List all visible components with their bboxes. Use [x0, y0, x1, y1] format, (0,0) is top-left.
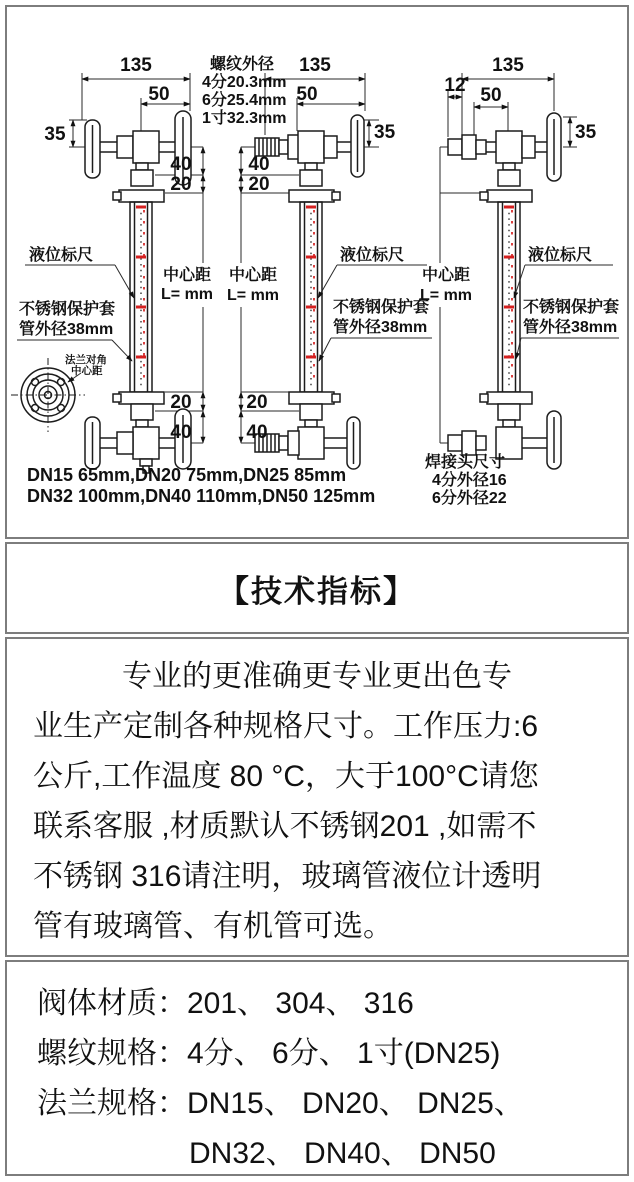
- label-center-value-g3: L= mm: [420, 287, 473, 304]
- dim-35-g1: 35: [44, 124, 66, 145]
- technical-drawing-panel: [5, 5, 629, 539]
- description-line: 公斤,工作温度 80 °C，大于100°C请您: [33, 760, 539, 793]
- description-line: 联系客服 ,材质默认不锈钢201 ,如需不: [33, 810, 537, 843]
- weld-note-s2: 6分外径22: [432, 490, 507, 507]
- description-line: 业生产定制各种规格尺寸。工作压力:6: [33, 710, 539, 743]
- label-flange-diag2: 中心距: [71, 365, 103, 377]
- label-sleeve1-g3: 不锈钢保护套: [523, 299, 620, 316]
- label-center-value-g2: L= mm: [227, 287, 280, 304]
- gauge2-bottom-valve: [255, 392, 360, 469]
- label-center-distance-g3: 中心距: [422, 267, 471, 284]
- spec-row-valve-material: 阀体材质：201、 304、 316: [37, 987, 414, 1020]
- label-center-distance-g2: 中心距: [229, 267, 278, 284]
- dim-20-g1-bot: 20: [170, 392, 192, 413]
- label-sleeve2-g3: 管外径38mm: [523, 319, 618, 336]
- label-sleeve2-g1: 管外径38mm: [19, 321, 114, 338]
- dn-note-line1: DN15 65mm,DN20 75mm,DN25 85mm: [27, 465, 347, 485]
- dim-35-g2: 35: [374, 122, 396, 143]
- dim-40-g1-top: 40: [170, 154, 192, 175]
- dim-40-g1-bot: 40: [170, 422, 192, 443]
- dim-40-g2-bot: 40: [246, 422, 268, 443]
- label-sleeve2-g2: 管外径38mm: [333, 319, 428, 336]
- gauge2-top-valve: [255, 115, 364, 202]
- dim-40-g2-top: 40: [248, 154, 270, 175]
- dim-50-g3: 50: [480, 85, 502, 106]
- description-line: 管有玻璃管、有机管可选。: [33, 910, 393, 943]
- weld-note-s1: 4分外径16: [432, 472, 507, 489]
- label-sleeve1-g1: 不锈钢保护套: [19, 301, 116, 318]
- dn-note-line2: DN32 100mm,DN40 110mm,DN50 125mm: [27, 486, 376, 506]
- description-line: 专业的更准确更专业更出色专: [122, 660, 512, 693]
- label-sleeve1-g2: 不锈钢保护套: [333, 299, 430, 316]
- label-center-distance-g1: 中心距: [163, 267, 212, 284]
- tech-spec-title: 【技术指标】: [218, 573, 416, 609]
- label-scale-ruler-g2: 液位标尺: [340, 247, 405, 264]
- gauge3-glass-tube: [498, 202, 520, 392]
- dim-135-g2: 135: [299, 55, 331, 76]
- description-panel: [5, 637, 629, 957]
- gauge3-top-valve: [448, 113, 561, 202]
- spec-row-thread-size: 螺纹规格：4分、 6分、 1寸(DN25): [37, 1037, 501, 1070]
- dim-12-g3: 12: [444, 75, 466, 96]
- label-flange-diag1: 法兰对角: [65, 354, 107, 366]
- spec-row-flange-size-wrap: DN32、 DN40、 DN50: [189, 1137, 496, 1170]
- thread-note-title: 螺纹外径: [210, 56, 275, 73]
- tech-spec-header-panel: [5, 542, 629, 634]
- dim-50-g1: 50: [148, 84, 170, 105]
- thread-note-s3: 1寸32.3mm: [202, 110, 287, 127]
- label-scale-ruler-g3: 液位标尺: [528, 247, 593, 264]
- level-gauge-drawing: [7, 7, 627, 537]
- description-line: 不锈钢 316请注明，玻璃管液位计透明: [33, 860, 542, 893]
- dim-50-g2: 50: [296, 84, 318, 105]
- dim-20-g2-top: 20: [248, 174, 270, 195]
- label-scale-ruler-g1: 液位标尺: [29, 247, 94, 264]
- spec-row-flange-size: 法兰规格：DN15、 DN20、 DN25、: [37, 1087, 524, 1120]
- spec-list-panel: [5, 960, 629, 1176]
- dim-135-g1: 135: [120, 55, 152, 76]
- thread-note-s2: 6分25.4mm: [202, 92, 287, 109]
- label-center-value-g1: L= mm: [161, 286, 214, 303]
- dim-135-g3: 135: [492, 55, 524, 76]
- dim-20-g2-bot: 20: [246, 392, 268, 413]
- weld-note-title: 焊接头尺寸: [425, 454, 506, 471]
- dim-20-g1-top: 20: [170, 174, 192, 195]
- dim-35-g3: 35: [575, 122, 597, 143]
- thread-note-s1: 4分20.3mm: [202, 74, 287, 91]
